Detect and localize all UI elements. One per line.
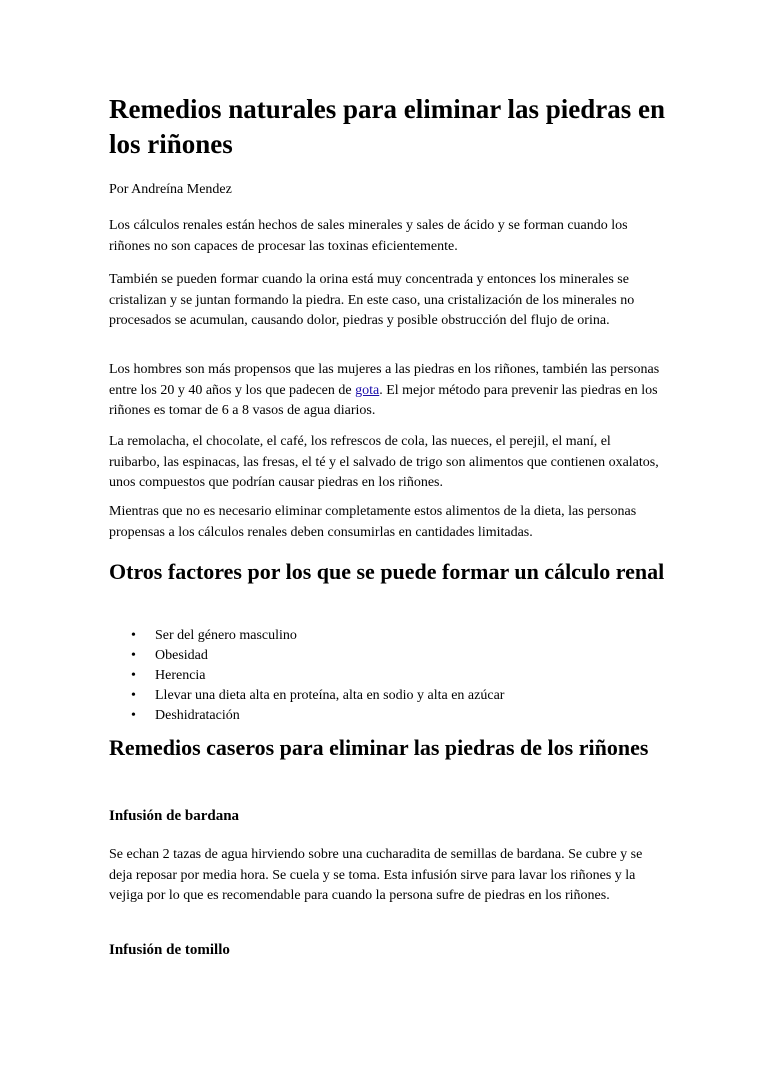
list-item: • Herencia (109, 666, 504, 686)
paragraph-risk-before: Los hombres son más propensos que las mujeres a las piedras en los riñones, también las personas entre los 20 y 40 años y los que padecen de (109, 362, 660, 398)
document-title: Remedios naturales para eliminar las piedras en los riñones (109, 94, 665, 159)
list-item: • Llevar una dieta alta en proteína, alta en sodio y alta en azúcar (109, 686, 504, 706)
section-heading-factors: Otros factores por los que se puede formar un cálculo renal (109, 559, 665, 584)
paragraph-formation: También se pueden formar cuando la orina está muy concentrada y entonces los minerales se cristalizan y se juntan formando la piedra. En este caso, una cristalización de los minerales no procesados se acumulan, causando dolor, piedras y posible obstrucción del flujo de orina. (109, 272, 635, 328)
bullet-icon: • (131, 708, 136, 723)
subheading-bardana: Infusión de bardana (109, 808, 240, 824)
paragraph-diet: Mientras que no es necesario eliminar completamente estos alimentos de la dieta, las personas propensas a los cálculos renales deben consumirlas en cantidades limitadas. (109, 504, 637, 540)
paragraph-bardana: Se echan 2 tazas de agua hirviendo sobre una cucharadita de semillas de bardana. Se cubre y se deja reposar por media hora. Se cuela y se toma. Esta infusión sirve para lavar los riñones y la vejiga por lo que es recomendable para cuando la persona sufre de piedras en los riñones. (109, 847, 643, 903)
bullet-icon: • (131, 628, 136, 643)
paragraph-oxalates: La remolacha, el chocolate, el café, los refrescos de cola, las nueces, el perejil, el maní, el ruibarbo, las espinacas, las fresas, el té y el salvado de trigo son alimentos que contienen oxalatos, unos compuestos que podrían causar piedras en los riñones. (109, 434, 659, 490)
section-heading-remedies: Remedios caseros para eliminar las piedras de los riñones (109, 735, 649, 760)
list-item: • Ser del género masculino (109, 626, 504, 646)
bullet-icon: • (131, 648, 136, 663)
author-line: Por Andreína Mendez (109, 182, 232, 197)
paragraph-intro: Los cálculos renales están hechos de sales minerales y sales de ácido y se forman cuando los riñones no son capaces de procesar las toxinas eficientemente. (109, 218, 628, 254)
paragraph-risk (109, 360, 664, 422)
list-item: • Deshidratación (109, 706, 504, 726)
subheading-tomillo: Infusión de tomillo (109, 942, 230, 958)
bullet-icon: • (131, 688, 136, 703)
list-item: • Obesidad (109, 646, 504, 666)
paragraph-risk-after: . El mejor método para prevenir las piedras en los riñones es tomar de 6 a 8 vasos de agua diarios. (109, 382, 658, 418)
gota-link[interactable]: gota (355, 382, 380, 398)
bullet-icon: • (131, 668, 136, 683)
factors-list (109, 626, 504, 726)
